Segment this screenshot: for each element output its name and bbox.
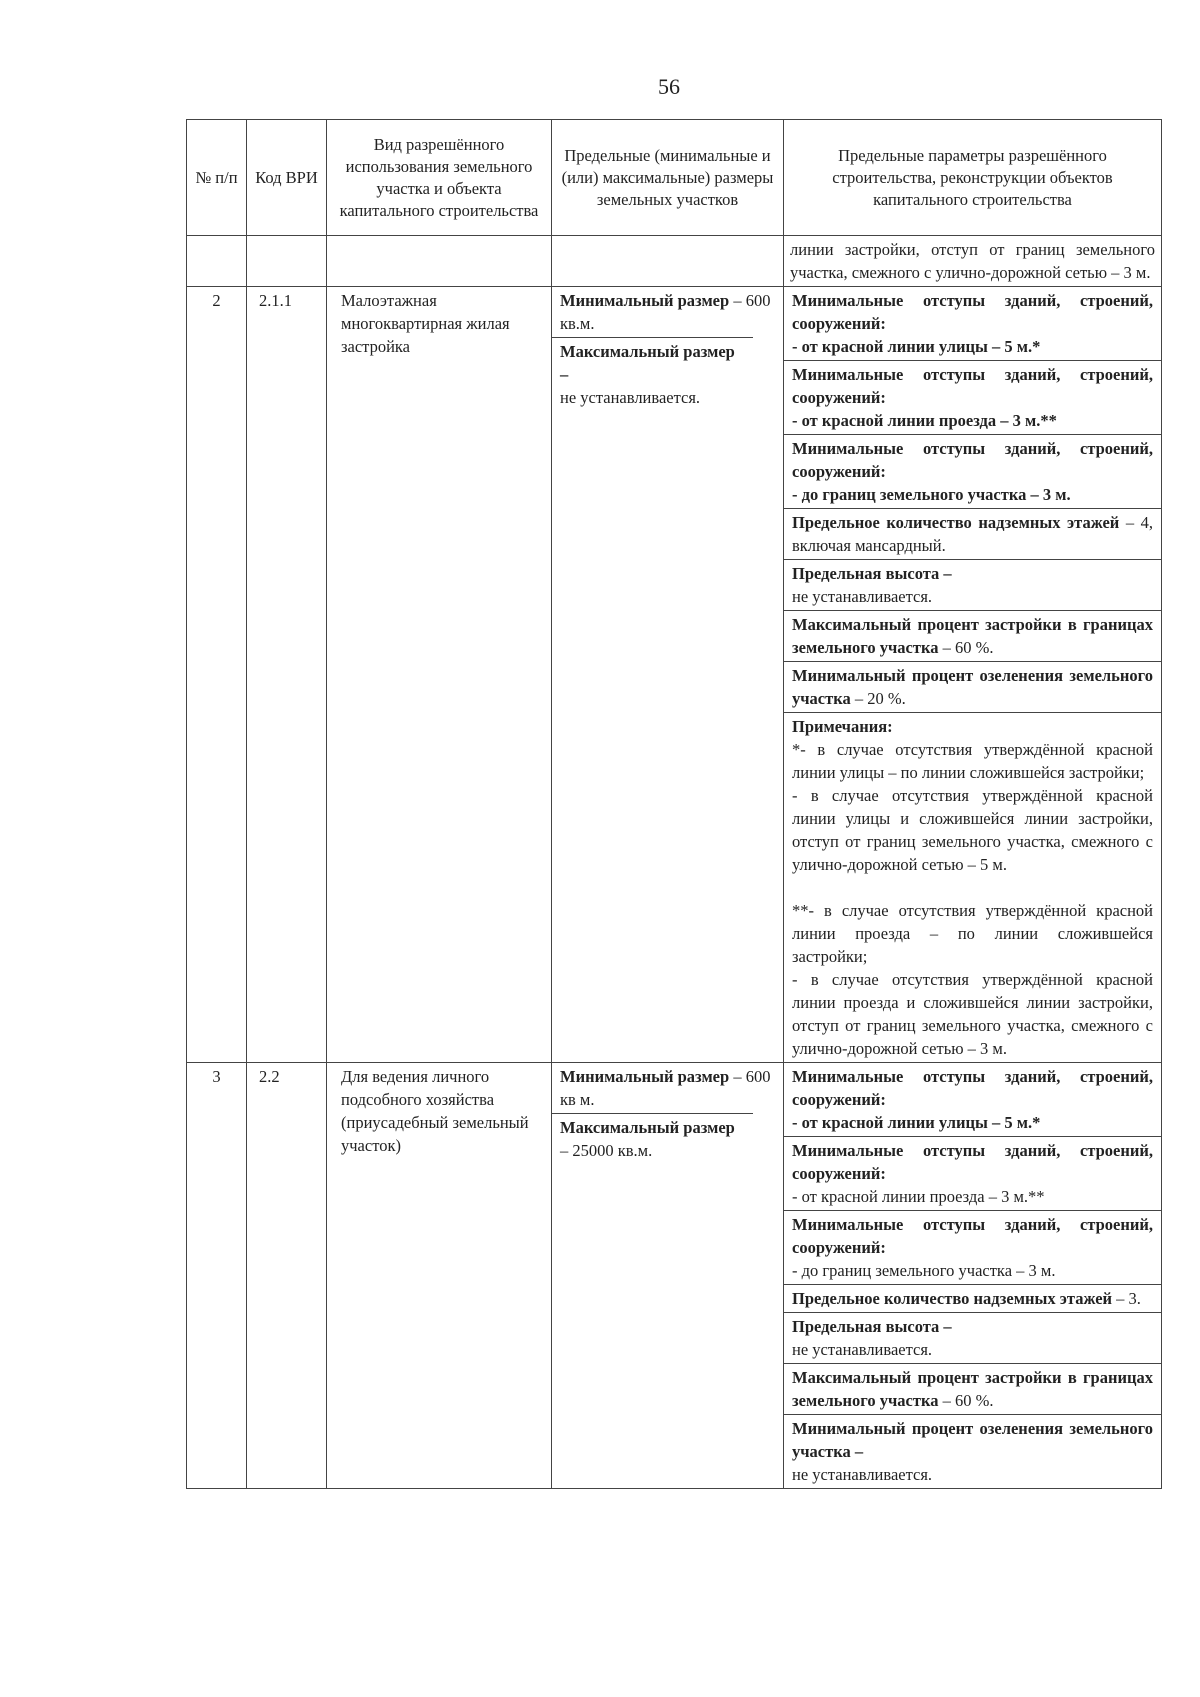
note-1: *- в случае отсутствия утверждённой красной линии улицы – по линии сложившейся застройки; (792, 740, 1153, 782)
row3-min-size: Минимальный размер – 600 кв м. (560, 1067, 771, 1109)
row2-num: 2 (187, 287, 247, 1063)
row3-max-size: Максимальный размер – 25000 кв.м. (552, 1113, 753, 1164)
row2-type: Малоэтажная многоквартирная жилая застройка (327, 287, 552, 1063)
header-params: Предельные параметры разрешённого строительства, реконструкции объектов капитального строительства (784, 120, 1162, 236)
row2-params (784, 287, 1162, 1063)
row3-code: 2.2 (247, 1063, 327, 1489)
row2-param-3: Минимальные отступы зданий, строений, сооружений: - до границ земельного участка – 3 м. (784, 435, 1161, 509)
row3-param-3: Минимальные отступы зданий, строений, сооружений: - до границ земельного участка – 3 м. (784, 1211, 1161, 1285)
row3-param-5: Предельная высота – не устанавливается. (784, 1313, 1161, 1364)
row2-param-2: Минимальные отступы зданий, строений, сооружений: - от красной линии проезда – 3 м.** (784, 361, 1161, 435)
row2-notes (784, 713, 1161, 1062)
continuation-row (187, 236, 1162, 287)
row2-code: 2.1.1 (247, 287, 327, 1063)
row3-param-6: Максимальный процент застройки в границах земельного участка – 60 %. (784, 1364, 1161, 1415)
header-row (187, 120, 1162, 236)
note-3: **- в случае отсутствия утверждённой красной линии проезда – по линии сложившейся застройки; (792, 901, 1153, 966)
row3-sizes (552, 1063, 784, 1489)
regulations-table (186, 119, 1162, 1489)
note-4: - в случае отсутствия утверждённой красной линии проезда и сложившейся линии застройки, отступ от границ земельного участка, смежного с улично-дорожной сетью – 3 м. (792, 970, 1153, 1058)
header-sizes: Предельные (минимальные и (или) максимальные) размеры земельных участков (552, 120, 784, 236)
row2-sizes (552, 287, 784, 1063)
notes-title: Примечания: (792, 717, 893, 736)
row2-min-size: Минимальный размер – 600 кв.м. (560, 291, 771, 333)
header-num: № п/п (187, 120, 247, 236)
row3-param-7: Минимальный процент озеленения земельного участка – не устанавливается. (792, 1419, 1153, 1484)
row3-param-1: Минимальные отступы зданий, строений, сооружений: - от красной линии улицы – 5 м.* (784, 1063, 1161, 1137)
row2-param-6: Максимальный процент застройки в границах земельного участка – 60 %. (784, 611, 1161, 662)
table-row-3 (187, 1063, 1162, 1489)
header-code: Код ВРИ (247, 120, 327, 236)
table-row-2 (187, 287, 1162, 1063)
row2-max-size: Максимальный размер – не устанавливается. (552, 337, 753, 411)
row2-param-1: Минимальные отступы зданий, строений, сооружений: - от красной линии улицы – 5 м.* (784, 287, 1161, 361)
row2-param-4: Предельное количество надземных этажей – 4, включая мансардный. (784, 509, 1161, 560)
row2-param-7: Минимальный процент озеленения земельного участка – 20 %. (784, 662, 1161, 713)
note-2: - в случае отсутствия утверждённой красной линии улицы и сложившейся линии застройки, отступ от границ земельного участка, смежного с улично-дорожной сетью – 5 м. (792, 786, 1153, 874)
header-type: Вид разрешённого использования земельного участка и объекта капитального строительства (327, 120, 552, 236)
row3-params (784, 1063, 1162, 1489)
row3-param-2: Минимальные отступы зданий, строений, сооружений: - от красной линии проезда – 3 м.** (784, 1137, 1161, 1211)
continuation-text: линии застройки, отступ от границ земельного участка, смежного с улично-дорожной сетью – 3 м. (784, 236, 1162, 287)
row3-param-4: Предельное количество надземных этажей – 3. (784, 1285, 1161, 1313)
row2-param-5: Предельная высота – не устанавливается. (784, 560, 1161, 611)
page-number: 56 (658, 74, 680, 99)
row3-num: 3 (187, 1063, 247, 1489)
row3-type: Для ведения личного подсобного хозяйства (приусадебный земельный участок) (327, 1063, 552, 1489)
